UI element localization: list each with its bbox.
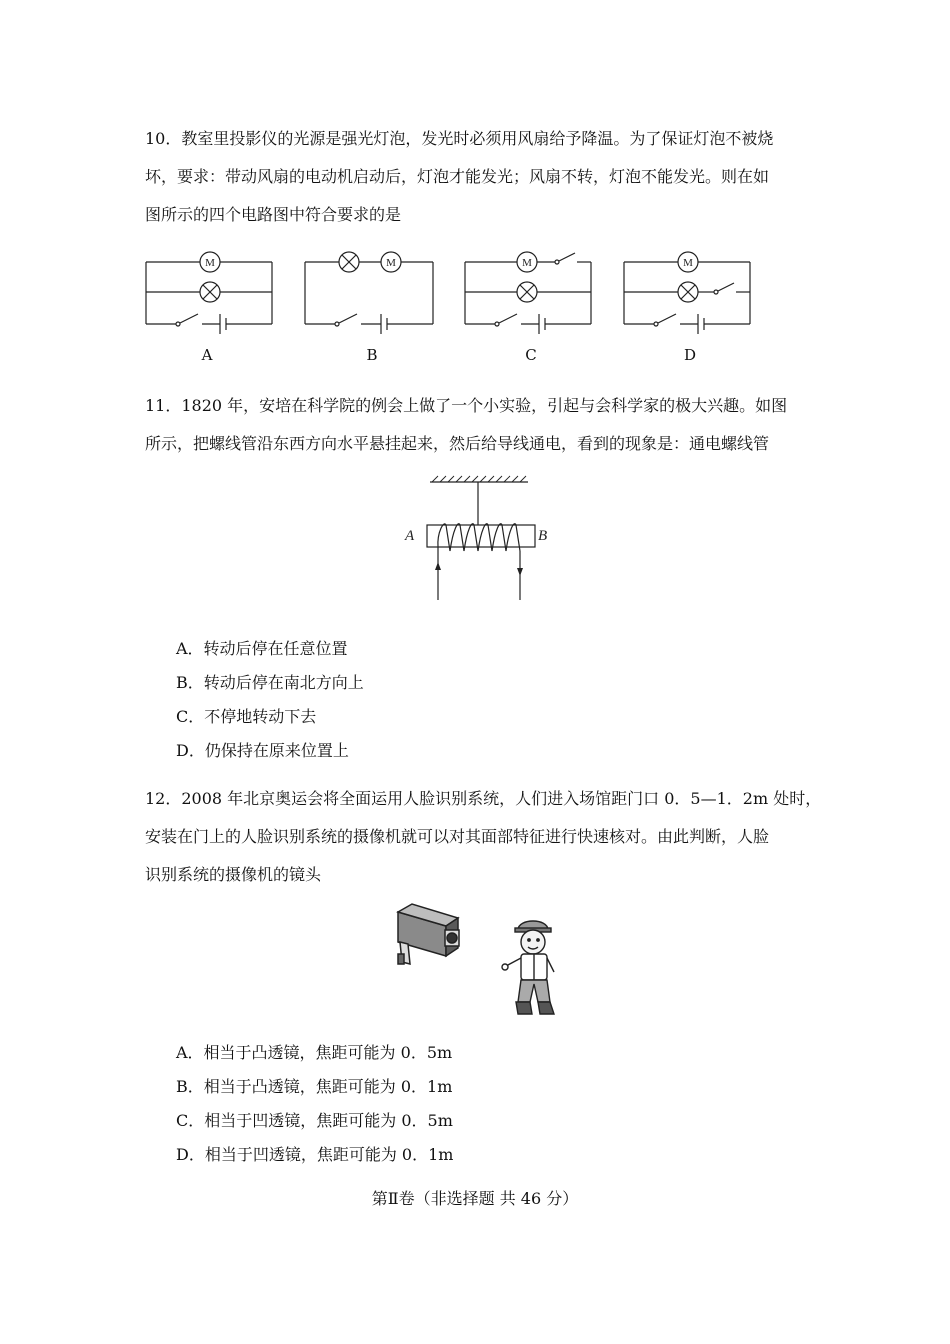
q10-line-2: 坏，要求：带动风扇的电动机启动后，灯泡才能发光；风扇不转，灯泡不能发光。则在如 (145, 167, 770, 186)
q10-line-1: 10．教室里投影仪的光源是强光灯泡，发光时必须用风扇给予降温。为了保证灯泡不被烧 (145, 129, 774, 148)
circuit-label-d: D (683, 346, 697, 364)
q11-option-d: D．仍保持在原来位置上 (176, 741, 349, 760)
q12-option-a: A．相当于凸透镜，焦距可能为 0．5m (176, 1043, 453, 1062)
q12-line-1: 12．2008 年北京奥运会将全面运用人脸识别系统，人们进入场馆距门口 0．5—1．2m 处时， (145, 789, 822, 808)
q12-option-c: C．相当于凹透镜，焦距可能为 0．5m (176, 1111, 453, 1130)
person-icon (502, 921, 554, 1014)
circuit-diagram-b (305, 250, 435, 330)
circuit-diagram-c (465, 250, 595, 330)
motor-symbol: M (205, 257, 215, 269)
motor-symbol: M (386, 257, 396, 269)
camera-icon (398, 904, 459, 964)
q12-line-3: 识别系统的摄像机的镜头 (145, 865, 322, 884)
q11-option-a: A．转动后停在任意位置 (176, 639, 348, 658)
q11-line-2: 所示，把螺线管沿东西方向水平悬挂起来，然后给导线通电，看到的现象是：通电螺线管 (145, 434, 770, 453)
circuit-diagram-a (146, 250, 276, 330)
circuit-label-b: B (366, 346, 378, 364)
solenoid-label-b: B (538, 528, 548, 544)
q10-line-3: 图所示的四个电路图中符合要求的是 (145, 205, 402, 224)
motor-symbol: M (683, 257, 693, 269)
circuit-label-a: A (201, 346, 213, 364)
q11-option-c: C．不停地转动下去 (176, 707, 317, 726)
q12-line-2: 安装在门上的人脸识别系统的摄像机就可以对其面部特征进行快速核对。由此判断，人脸 (145, 827, 770, 846)
q11-option-b: B．转动后停在南北方向上 (176, 673, 364, 692)
q11-line-1: 11．1820 年，安培在科学院的例会上做了一个小实验，引起与会科学家的极大兴趣。如图 (145, 396, 788, 415)
circuit-diagram-d (624, 250, 754, 330)
motor-symbol: M (522, 257, 532, 269)
solenoid-label-a: A (405, 528, 415, 544)
q12-option-b: B．相当于凸透镜，焦距可能为 0．1m (176, 1077, 453, 1096)
solenoid-figure (395, 472, 555, 604)
circuit-label-c: C (525, 346, 537, 364)
q12-option-d: D．相当于凹透镜，焦距可能为 0．1m (176, 1145, 454, 1164)
section-title: 第Ⅱ卷（非选择题 共 46 分） (371, 1189, 579, 1208)
camera-person-illustration (388, 900, 568, 1020)
